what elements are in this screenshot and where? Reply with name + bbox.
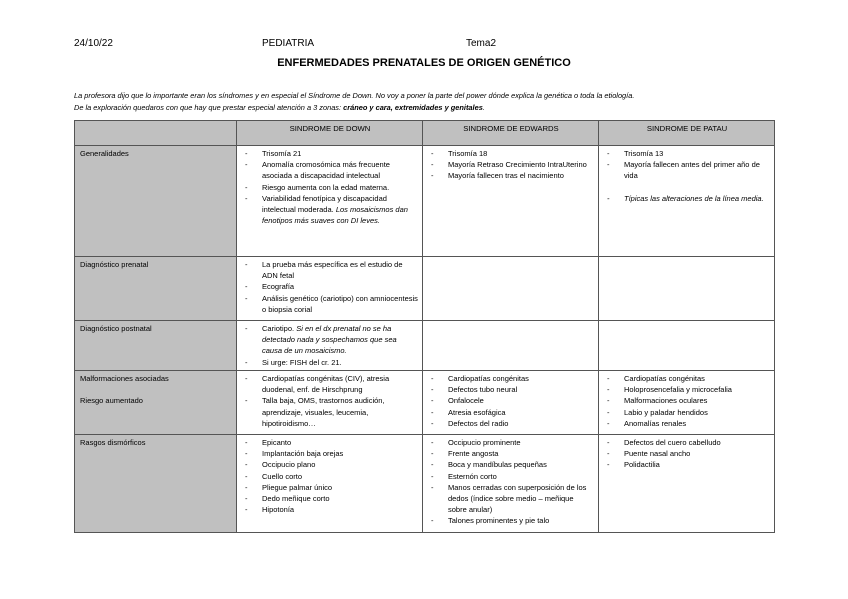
intro-line-2 bbox=[74, 103, 485, 112]
list-item: - La prueba más específica es el estudio de ADN fetal bbox=[242, 259, 418, 281]
cell-patau-postnatal bbox=[599, 321, 775, 371]
list-down-postnatal bbox=[242, 323, 418, 368]
list-edwards-rasgos bbox=[428, 437, 594, 527]
list-item: - Labio y paladar hendidos bbox=[604, 407, 770, 418]
list-down-generalidades bbox=[242, 148, 418, 226]
table-row-postnatal bbox=[75, 321, 775, 371]
cell-down-generalidades bbox=[237, 146, 423, 257]
list-item: - Pliegue palmar único bbox=[242, 482, 418, 493]
list-item: - Cardiopatías congénitas bbox=[604, 373, 770, 384]
syndromes-table bbox=[74, 120, 775, 533]
table-header-row bbox=[75, 121, 775, 146]
row-label-malformaciones bbox=[75, 371, 237, 435]
table-row-rasgos bbox=[75, 435, 775, 533]
header-corner-cell bbox=[75, 121, 237, 146]
list-item: - Esternón corto bbox=[428, 471, 594, 482]
cell-down-postnatal bbox=[237, 321, 423, 371]
list-item: - Trisomía 13 bbox=[604, 148, 770, 159]
list-item-text: Cariotipo. bbox=[262, 324, 295, 333]
row-label-rasgos: Rasgos dismórficos bbox=[75, 435, 237, 533]
list-down-prenatal bbox=[242, 259, 418, 315]
cell-patau-rasgos bbox=[599, 435, 775, 533]
list-item: - Onfalocele bbox=[428, 395, 594, 406]
list-item: - Dedo meñique corto bbox=[242, 493, 418, 504]
document-title: ENFERMEDADES PRENATALES DE ORIGEN GENÉTICO bbox=[277, 57, 571, 69]
list-edwards-generalidades bbox=[428, 148, 594, 182]
list-item: - Mayoría fallecen antes del primer año de vida bbox=[604, 159, 770, 181]
cell-patau-prenatal bbox=[599, 257, 775, 321]
list-item: - Anomalía cromosómica más frecuente asociada a discapacidad intelectual bbox=[242, 159, 418, 181]
topic: Tema2 bbox=[466, 38, 497, 49]
list-item: - Talones prominentes y pie talo bbox=[428, 515, 594, 526]
row-label-prenatal: Diagnóstico prenatal bbox=[75, 257, 237, 321]
list-item: - Trisomía 21 bbox=[242, 148, 418, 159]
list-item: - Epicanto bbox=[242, 437, 418, 448]
column-header-edwards: SINDROME DE EDWARDS bbox=[423, 121, 599, 146]
cell-edwards-prenatal bbox=[423, 257, 599, 321]
list-item-text: Variabilidad fenotípica y discapacidad intelectual moderada. bbox=[262, 193, 387, 215]
list-down-rasgos bbox=[242, 437, 418, 515]
list-item: - Hipotonía bbox=[242, 504, 418, 515]
list-item: - Mayoría fallecen tras el nacimiento bbox=[428, 170, 594, 181]
postnatal-note: Si en el dx prenatal no se ha detectado nada y sospechamos que sea causa de un mosaicismo. bbox=[262, 324, 397, 356]
list-item: - Frente angosta bbox=[428, 448, 594, 459]
list-item: - Manos cerradas con superposición de los dedos (índice sobre medio – meñique sobre anular) bbox=[428, 482, 594, 516]
list-item: - Cardiopatías congénitas bbox=[428, 373, 594, 384]
subject: PEDIATRIA bbox=[262, 38, 315, 49]
column-header-down: SINDROME DE DOWN bbox=[237, 121, 423, 146]
column-header-patau: SINDROME DE PATAU bbox=[599, 121, 775, 146]
cell-edwards-malformaciones bbox=[423, 371, 599, 435]
list-item: - Boca y mandíbulas pequeñas bbox=[428, 459, 594, 470]
list-patau-malformaciones bbox=[604, 373, 770, 429]
cell-edwards-postnatal bbox=[423, 321, 599, 371]
list-item: - Atresia esofágica bbox=[428, 407, 594, 418]
row-label-postnatal: Diagnóstico postnatal bbox=[75, 321, 237, 371]
list-down-malformaciones bbox=[242, 373, 418, 429]
cell-down-rasgos bbox=[237, 435, 423, 533]
row-label-spacer bbox=[80, 384, 232, 395]
list-item: - Occipucio prominente bbox=[428, 437, 594, 448]
date: 24/10/22 bbox=[74, 38, 113, 49]
cell-edwards-rasgos bbox=[423, 435, 599, 533]
list-item: - Polidactilia bbox=[604, 459, 770, 470]
list-item: - Análisis genético (cariotipo) con amniocentesis o biopsia corial bbox=[242, 293, 418, 315]
list-item: - Trisomía 18 bbox=[428, 148, 594, 159]
list-item: - Malformaciones oculares bbox=[604, 395, 770, 406]
row-label-text: Malformaciones asociadas bbox=[80, 374, 169, 383]
list-item: - Típicas las alteraciones de la línea media. bbox=[604, 193, 770, 204]
list-patau-generalidades bbox=[604, 148, 770, 204]
table-row-malformaciones bbox=[75, 371, 775, 435]
list-item: - Mayoría Retraso Crecimiento IntraUterino bbox=[428, 159, 594, 170]
row-label-generalidades: Generalidades bbox=[75, 146, 237, 257]
intro-line-2-end: . bbox=[482, 103, 485, 112]
list-item: - Occipucio plano bbox=[242, 459, 418, 470]
list-item: - Defectos del radio bbox=[428, 418, 594, 429]
list-item: - Anomalías renales bbox=[604, 418, 770, 429]
list-item: - Defectos del cuero cabelludo bbox=[604, 437, 770, 448]
list-patau-rasgos bbox=[604, 437, 770, 471]
list-item: - Ecografía bbox=[242, 281, 418, 292]
table-row-generalidades bbox=[75, 146, 775, 257]
cell-edwards-generalidades bbox=[423, 146, 599, 257]
list-item: - Talla baja, OMS, trastornos audición, aprendizaje, visuales, leucemia, hipotiroidismo… bbox=[242, 395, 418, 429]
list-item: - Holoprosencefalia y microcefalia bbox=[604, 384, 770, 395]
intro-line-2-text: De la exploración quedaros con que hay que prestar especial atención a 3 zonas: bbox=[74, 103, 344, 112]
table-row-prenatal bbox=[75, 257, 775, 321]
row-label-text-2: Riesgo aumentado bbox=[80, 396, 143, 406]
cell-down-malformaciones bbox=[237, 371, 423, 435]
cell-patau-malformaciones bbox=[599, 371, 775, 435]
list-item bbox=[242, 323, 418, 357]
list-item: - Defectos tubo neural bbox=[428, 384, 594, 395]
list-item: - Cardiopatías congénitas (CIV), atresia duodenal, enf. de Hirschprung bbox=[242, 373, 418, 395]
cell-down-prenatal bbox=[237, 257, 423, 321]
mosaicism-note: Los mosaicismos dan fenotipos más suaves con DI leves. bbox=[262, 205, 408, 226]
cell-patau-generalidades bbox=[599, 146, 775, 257]
list-item: - Si urge: FISH del cr. 21. bbox=[242, 357, 418, 368]
list-edwards-malformaciones bbox=[428, 373, 594, 429]
list-item: - Riesgo aumenta con la edad materna. bbox=[242, 182, 418, 193]
list-item: - Implantación baja orejas bbox=[242, 448, 418, 459]
list-item bbox=[242, 193, 418, 227]
intro-emphasis: cráneo y cara, extremidades y genitales bbox=[343, 103, 483, 112]
intro-line-1: La profesora dijo que lo importante eran los síndromes y en especial el Síndrome de Down. No voy a poner la parte del power dónde explica la genética o toda la etiología. bbox=[74, 91, 635, 100]
list-item: - Puente nasal ancho bbox=[604, 448, 770, 459]
list-item: - Cuello corto bbox=[242, 471, 418, 482]
